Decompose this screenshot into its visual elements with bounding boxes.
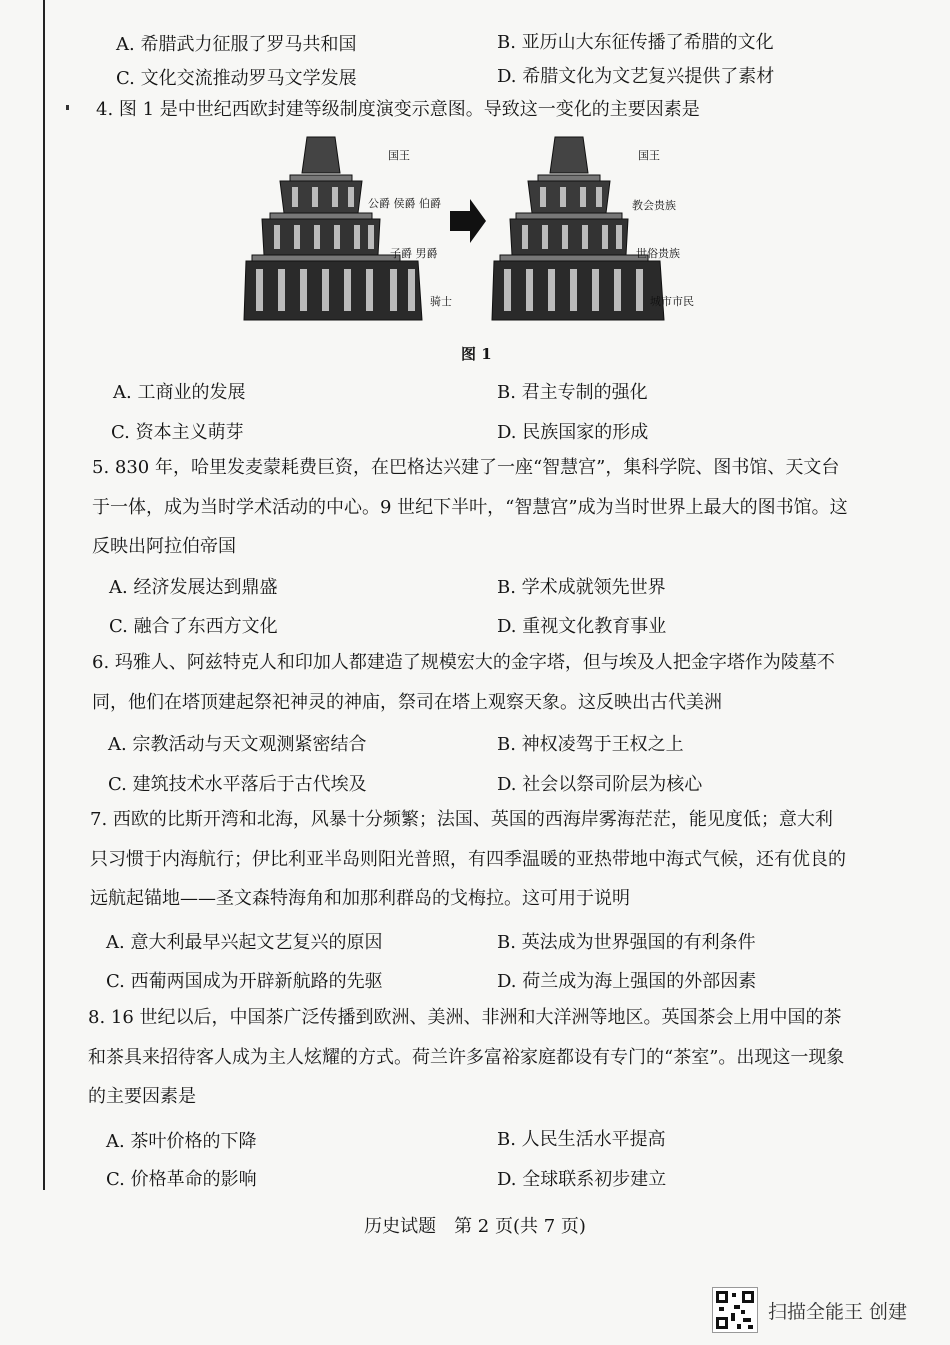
q4-option-b: B. 君主专制的强化: [497, 382, 648, 403]
left-label-king: 国王: [388, 149, 410, 162]
q8-option-a: A. 茶叶价格的下降: [106, 1131, 257, 1152]
q5-option-c: C. 融合了东西方文化: [109, 616, 278, 637]
q3-option-a: A. 希腊武力征服了罗马共和国: [116, 34, 357, 55]
q7-option-c: C. 西葡两国成为开辟新航路的先驱: [106, 971, 383, 992]
right-pyramid: [492, 137, 664, 320]
q7-option-a: A. 意大利最早兴起文艺复兴的原因: [106, 932, 383, 953]
q8-option-d: D. 全球联系初步建立: [497, 1169, 667, 1190]
q6-option-d: D. 社会以祭司阶层为核心: [497, 774, 703, 795]
left-label-barons: 子爵 男爵: [390, 247, 438, 260]
q7-stem: 7. 西欧的比斯开湾和北海，风暴十分频繁；法国、英国的西海岸雾海茫茫，能见度低；意大利只习惯于内海航行；伊比利亚半岛则阳光普照，有四季温暖的亚热带地中海式气候，还有优良的远航起锚地——圣文森特海角和加那利群岛的戈梅拉。这可用于说明: [90, 809, 846, 909]
right-label-king: 国王: [638, 149, 660, 162]
right-label-burghers: 城市市民: [650, 295, 694, 308]
q6-option-b: B. 神权凌驾于王权之上: [497, 734, 684, 755]
page-footer: 历史试题 第 2 页(共 7 页): [364, 1216, 586, 1237]
right-label-church: 教会贵族: [632, 199, 676, 212]
q5-option-d: D. 重视文化教育事业: [497, 616, 667, 637]
figure-caption: 图 1: [461, 345, 492, 363]
arrow-icon: [450, 199, 486, 243]
q5-option-b: B. 学术成就领先世界: [497, 577, 666, 598]
left-label-knights: 骑士: [430, 295, 452, 308]
q5-stem: 5. 830 年，哈里发麦蒙耗费巨资，在巴格达兴建了一座“智慧宫”，集科学院、图书馆、天文台于一体，成为当时学术活动的中心。9 世纪下半叶，“智慧宫”成为当时世界上最大的图书馆。这反映出阿拉伯帝国: [92, 457, 848, 557]
q8-option-c: C. 价格革命的影响: [106, 1169, 257, 1190]
q3-option-b: B. 亚历山大东征传播了希腊的文化: [497, 32, 774, 53]
q4-stem: 4. 图 1 是中世纪西欧封建等级制度演变示意图。导致这一变化的主要因素是: [96, 99, 700, 120]
q6-option-a: A. 宗教活动与天文观测紧密结合: [108, 734, 367, 755]
qr-code-icon: [712, 1287, 758, 1333]
q3-option-c: C. 文化交流推动罗马文学发展: [116, 68, 357, 89]
q6-option-c: C. 建筑技术水平落后于古代埃及: [108, 774, 367, 795]
q3-option-d: D. 希腊文化为文艺复兴提供了素材: [497, 66, 775, 87]
watermark-text: 扫描全能王 创建: [768, 1300, 908, 1323]
q7-option-b: B. 英法成为世界强国的有利条件: [497, 932, 756, 953]
q7-option-d: D. 荷兰成为海上强国的外部因素: [497, 971, 757, 992]
left-pyramid: [244, 137, 422, 320]
q8-stem: 8. 16 世纪以后，中国茶广泛传播到欧洲、美洲、非洲和大洋洲等地区。英国茶会上用中国的茶和茶具来招待客人成为主人炫耀的方式。荷兰许多富裕家庭都设有专门的“茶室”。出现这一现象的主要因素是: [88, 1007, 845, 1107]
q6-stem: 6. 玛雅人、阿兹特克人和印加人都建造了规模宏大的金字塔，但与埃及人把金字塔作为陵墓不同，他们在塔顶建起祭祀神灵的神庙，祭司在塔上观察天象。这反映出古代美洲: [92, 652, 835, 713]
margin-mark: [66, 105, 69, 110]
left-label-dukes: 公爵 侯爵 伯爵: [368, 197, 441, 210]
margin-line: [43, 0, 45, 1190]
q8-option-b: B. 人民生活水平提高: [497, 1129, 666, 1150]
q4-option-d: D. 民族国家的形成: [497, 422, 649, 443]
right-label-secular: 世俗贵族: [636, 247, 680, 260]
q4-option-c: C. 资本主义萌芽: [111, 422, 244, 443]
q4-option-a: A. 工商业的发展: [113, 382, 246, 403]
q5-option-a: A. 经济发展达到鼎盛: [109, 577, 278, 598]
scanner-watermark: [712, 1287, 907, 1333]
feudal-hierarchy-figure: [240, 135, 710, 330]
